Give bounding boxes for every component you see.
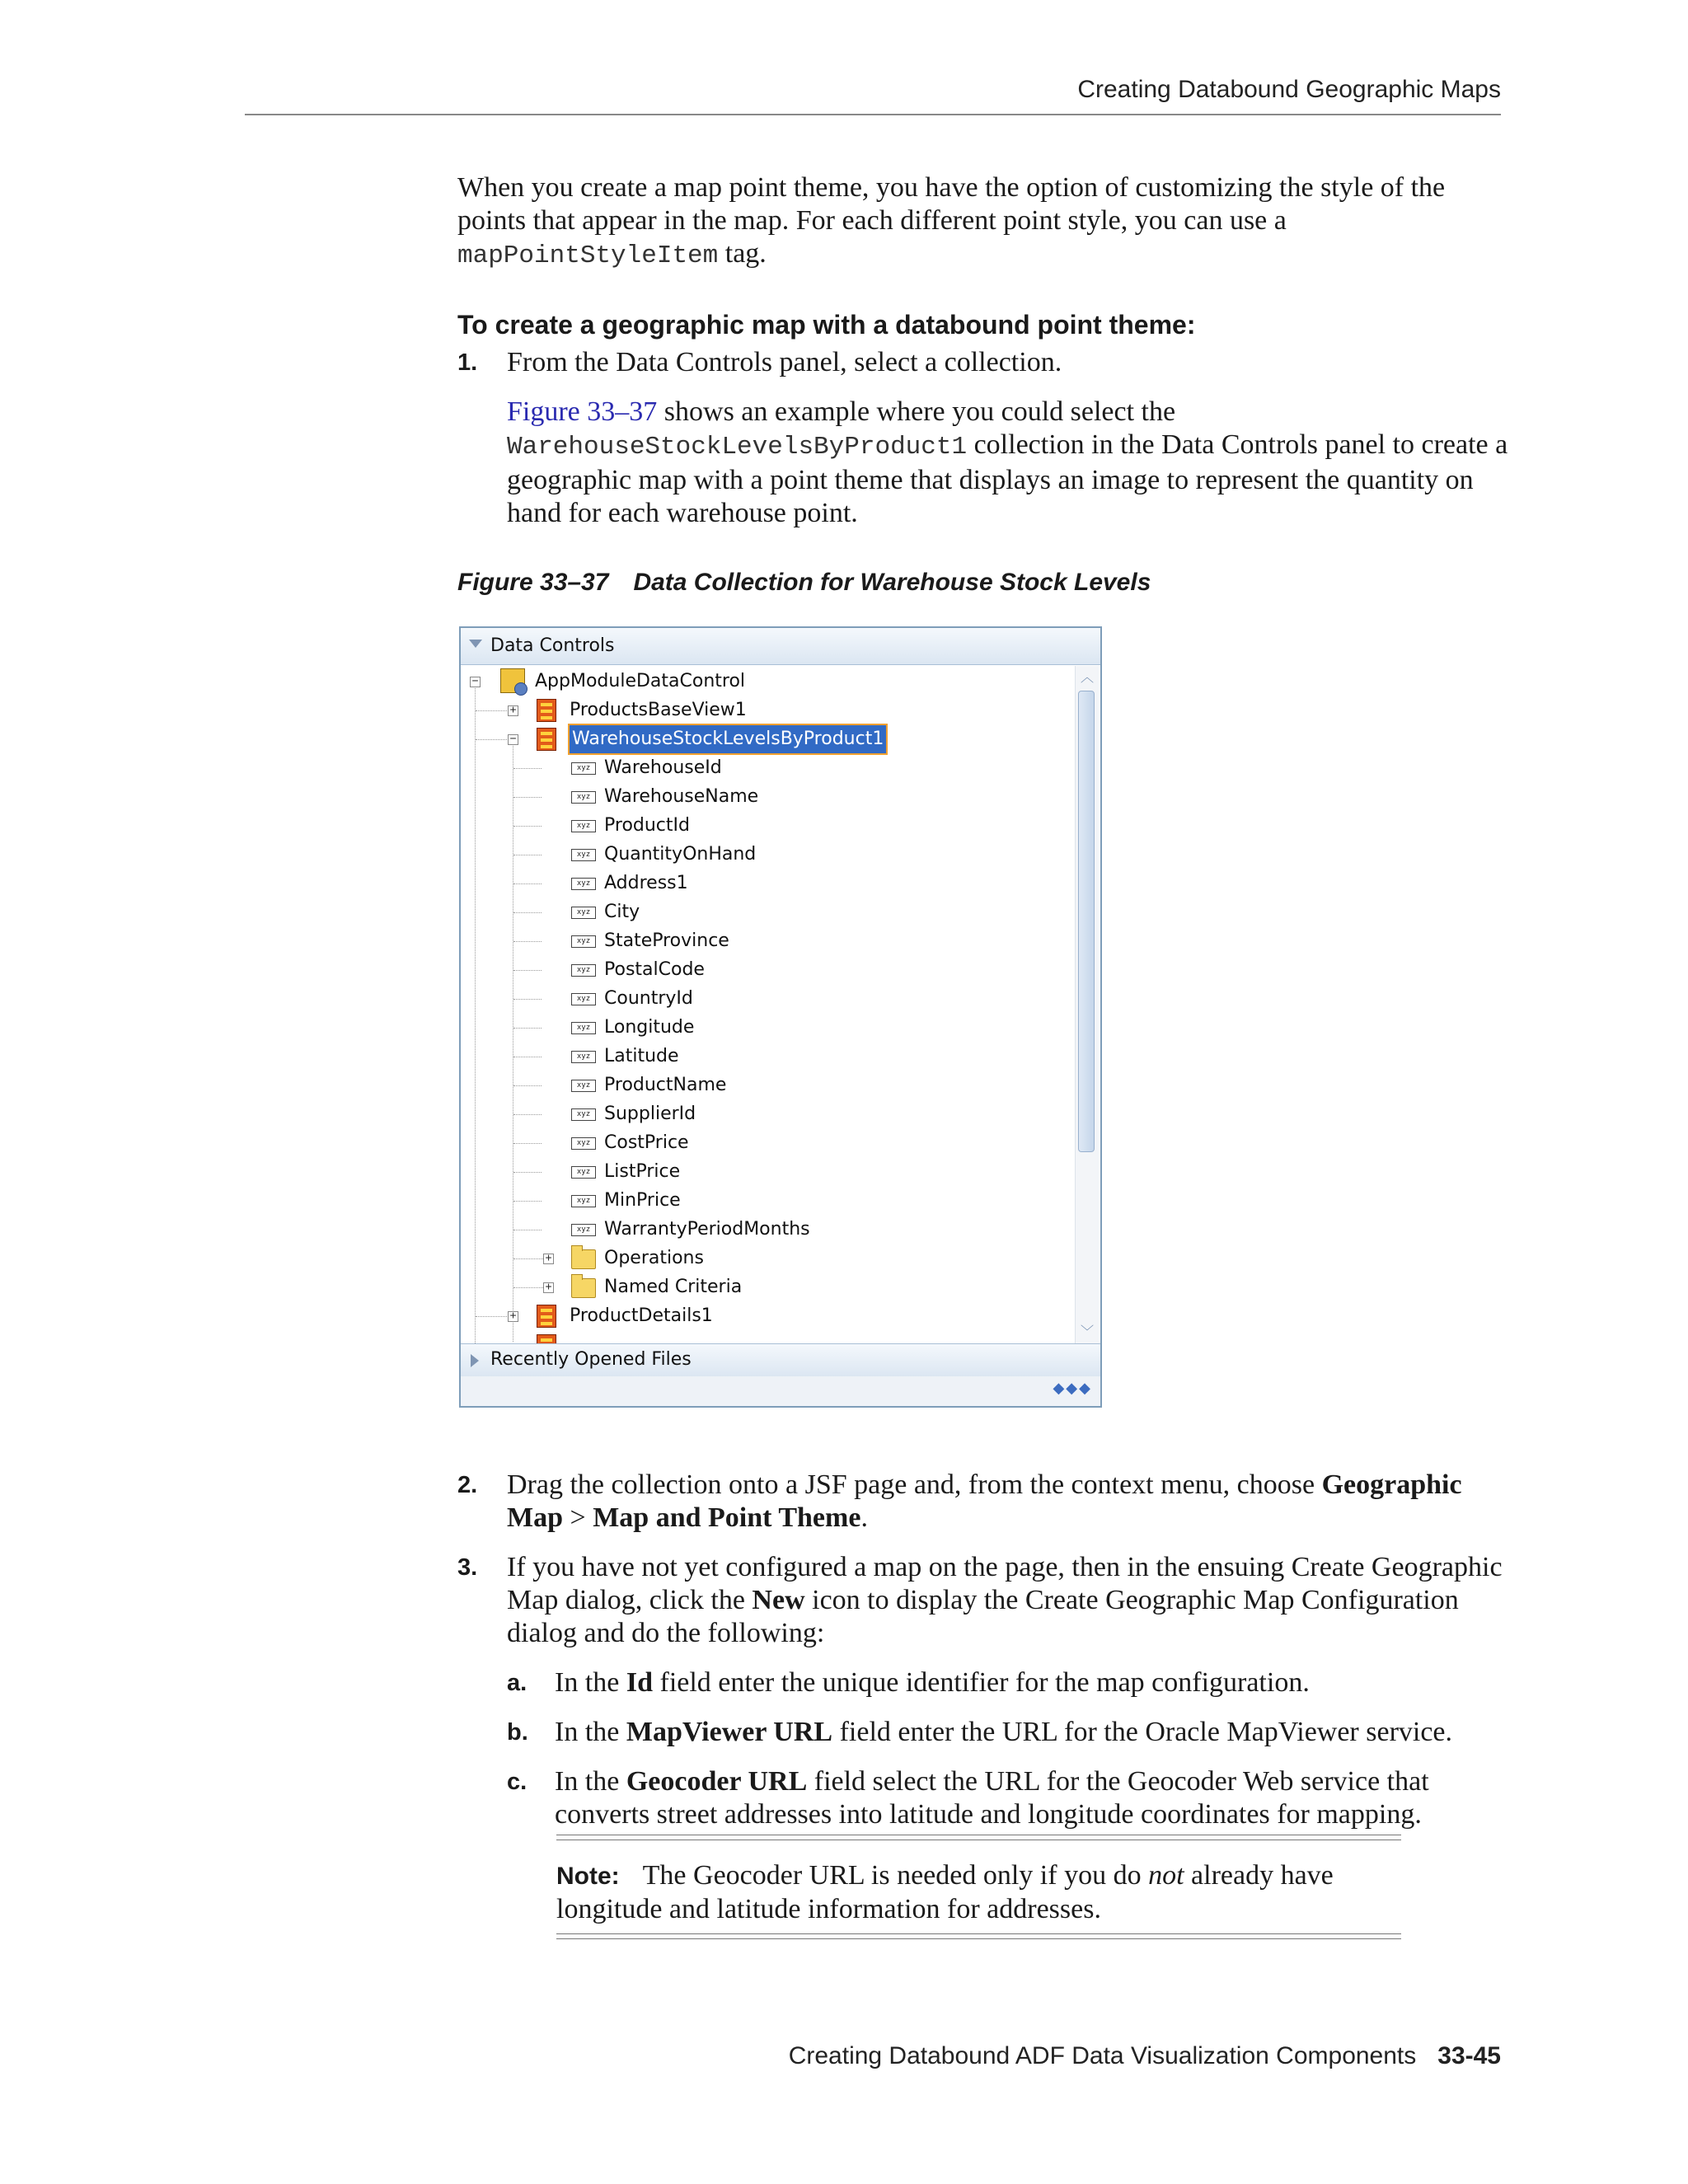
note-rule-bottom	[556, 1933, 1401, 1934]
collection-icon	[537, 1334, 556, 1343]
tree-connector	[513, 768, 542, 769]
attribute-icon: xyz	[571, 1224, 596, 1236]
attribute-icon: xyz	[571, 935, 596, 948]
substep-c	[507, 1765, 1508, 1835]
tree-connector	[513, 1085, 542, 1086]
attribute-icon: xyz	[571, 878, 596, 890]
tree-node-label: Named Criteria	[604, 1277, 743, 1297]
folder-icon	[571, 1249, 596, 1269]
tree-connector	[513, 1287, 543, 1288]
step-number: 2.	[457, 1472, 478, 1498]
tree-connector	[513, 1201, 542, 1202]
substep-letter: c.	[507, 1769, 528, 1795]
footer-chapter: Creating Databound ADF Data Visualization Components	[788, 2042, 1417, 2069]
procedure-heading: To create a geographic map with a databound point theme:	[457, 310, 1196, 340]
field-id: Id	[626, 1667, 653, 1698]
tree-node-attribute[interactable]	[461, 1043, 1071, 1071]
intro-text-end: tag.	[718, 238, 767, 269]
figure-title: Data Collection for Warehouse Stock Levels	[633, 569, 1151, 596]
code-collection-name: WarehouseStockLevelsByProduct1	[507, 433, 968, 462]
tree-node-label: WarehouseName	[604, 786, 759, 807]
tree-node-attribute[interactable]	[461, 841, 1071, 869]
substep-b-text	[555, 1716, 1511, 1749]
tree-node-label: WarrantyPeriodMonths	[604, 1219, 810, 1240]
substep-c-text	[555, 1765, 1511, 1831]
intro-paragraph	[457, 171, 1504, 273]
text: icon to display the Create Geographic Map Configuration dialog and do the following:	[507, 1585, 1459, 1648]
attribute-icon: xyz	[571, 1166, 596, 1179]
tree-node-label: ProductName	[604, 1075, 727, 1095]
tree-node-label: StateProvince	[604, 930, 729, 951]
tree-node-selected-collection[interactable]	[461, 725, 1071, 753]
tree-connector	[513, 826, 542, 827]
intro-text: When you create a map point theme, you have the option of customizing the style of the points that appear in the map. For each different point style, you can use a	[457, 172, 1446, 236]
collapse-icon[interactable]: −	[470, 677, 481, 687]
attribute-icon: xyz	[571, 1137, 596, 1150]
tree-node-attribute[interactable]	[461, 927, 1071, 955]
figure-link[interactable]: Figure 33–37	[507, 396, 658, 427]
tree-node-attribute[interactable]	[461, 1216, 1071, 1244]
header-rule	[245, 114, 1501, 115]
step-3-text	[507, 1551, 1508, 1650]
tree-node-clipped	[461, 1332, 1071, 1343]
collapse-icon[interactable]: −	[508, 734, 518, 745]
collection-icon	[537, 699, 556, 722]
field-geocoder-url: Geocoder URL	[626, 1766, 808, 1797]
tree-node-attribute[interactable]	[461, 1100, 1071, 1128]
panel-status-bar	[461, 1376, 1100, 1406]
tree-connector	[513, 970, 542, 971]
tree-node-attribute[interactable]	[461, 869, 1071, 898]
code-map-point-style-item: mapPointStyleItem	[457, 241, 719, 270]
tree-connector	[476, 739, 509, 740]
note-text	[556, 1859, 1401, 1926]
tree-node-label: CostPrice	[604, 1132, 689, 1153]
tree-node-label: QuantityOnHand	[604, 844, 757, 865]
attribute-icon: xyz	[571, 820, 596, 832]
tree-node-label-selected: WarehouseStockLevelsByProduct1	[570, 725, 886, 753]
tree-node-attribute[interactable]	[461, 1129, 1071, 1157]
tree-node-attribute[interactable]	[461, 985, 1071, 1013]
text: The Geocoder URL is needed only if you do	[642, 1860, 1149, 1891]
scroll-thumb[interactable]	[1078, 691, 1095, 1152]
recent-files-label: Recently Opened Files	[490, 1349, 692, 1370]
attribute-icon: xyz	[571, 1080, 596, 1092]
attribute-icon: xyz	[571, 1051, 596, 1063]
para-text-end: collection in the Data Controls panel to create a geographic map with a point theme that displays an image to represent the quantity on hand for each warehouse point.	[507, 429, 1508, 528]
substep-a-text	[555, 1666, 1511, 1699]
tree-node-folder-operations[interactable]	[461, 1244, 1071, 1272]
text: .	[860, 1502, 868, 1533]
collection-icon	[537, 1305, 556, 1328]
substep-letter: b.	[507, 1719, 528, 1746]
tree-node-attribute[interactable]	[461, 1014, 1071, 1042]
menu-geographic-map: Geographic Map	[507, 1469, 1462, 1533]
panel-header[interactable]	[461, 628, 1100, 665]
tree-connector	[513, 797, 542, 798]
attribute-icon: xyz	[571, 791, 596, 804]
substep-b	[507, 1716, 1508, 1753]
collection-icon	[537, 728, 556, 751]
tree-node-attribute[interactable]	[461, 1158, 1071, 1186]
tree-node-label: ProductId	[604, 815, 690, 836]
tree-node-label: WarehouseId	[604, 757, 722, 778]
step-2-text	[507, 1469, 1508, 1535]
substep-a	[507, 1666, 1508, 1704]
tree-node-label: City	[604, 902, 640, 922]
tree-connector	[513, 883, 542, 884]
scroll-down-icon[interactable]: ﹀	[1080, 1324, 1094, 1339]
tree-connector	[513, 1143, 542, 1144]
text: field enter the unique identifier for the map configuration.	[653, 1667, 1310, 1698]
more-options-icon[interactable]: ◆◆◆	[1053, 1380, 1092, 1397]
tree-connector	[513, 1028, 542, 1029]
tree-node-attribute[interactable]	[461, 956, 1071, 984]
attribute-icon: xyz	[571, 762, 596, 775]
figure-caption	[457, 569, 1151, 597]
scroll-up-icon[interactable]: ︿	[1080, 669, 1094, 685]
expand-icon[interactable]: +	[543, 1254, 554, 1264]
attribute-icon: xyz	[571, 1195, 596, 1207]
tree-node-attribute[interactable]	[461, 898, 1071, 926]
field-mapviewer-url: MapViewer URL	[626, 1717, 833, 1747]
data-control-tree	[461, 666, 1072, 1343]
figure-number: Figure 33–37	[457, 569, 609, 596]
text: field select the URL for the Geocoder Web service that converts street addresses into latitude and longitude coordinates for mapping.	[555, 1766, 1429, 1830]
menu-map-and-point-theme: Map and Point Theme	[593, 1502, 861, 1533]
tree-node-label: Operations	[604, 1248, 704, 1268]
expand-icon[interactable]: +	[508, 705, 518, 716]
tree-node-label: Latitude	[604, 1046, 679, 1066]
data-control-icon	[500, 668, 525, 693]
substep-letter: a.	[507, 1670, 528, 1696]
running-footer	[789, 2042, 1501, 2070]
expand-icon[interactable]: +	[543, 1282, 554, 1293]
attribute-icon: xyz	[571, 993, 596, 1005]
collapse-triangle-icon[interactable]	[469, 640, 482, 648]
tree-connector	[513, 912, 542, 913]
step-1-paragraph	[507, 396, 1508, 530]
step-number: 1.	[457, 349, 478, 376]
attribute-icon: xyz	[571, 849, 596, 861]
step-number: 3.	[457, 1554, 478, 1581]
tree-node-collection[interactable]	[461, 696, 1071, 724]
para-text: shows an example where you could select the	[657, 396, 1176, 427]
new-icon-label: New	[752, 1585, 805, 1615]
tree-connector	[513, 999, 542, 1000]
recently-opened-files-bar[interactable]	[461, 1343, 1100, 1378]
tree-node-label: SupplierId	[604, 1104, 696, 1124]
text: field enter the URL for the Oracle MapViewer service.	[832, 1717, 1453, 1747]
tree-node-root[interactable]	[461, 668, 1071, 696]
step-3	[457, 1551, 1508, 1658]
step-1-text: From the Data Controls panel, select a collection.	[507, 347, 1062, 377]
attribute-icon: xyz	[571, 907, 596, 919]
data-controls-panel	[459, 626, 1102, 1408]
tree-node-attribute[interactable]	[461, 1187, 1071, 1215]
text: In the	[555, 1766, 626, 1797]
tree-connector	[476, 1316, 509, 1317]
tree-node-attribute[interactable]	[461, 754, 1071, 782]
tree-connector	[513, 941, 542, 942]
tree-node-label: CountryId	[604, 988, 693, 1009]
tree-node-label: ProductDetails1	[570, 1305, 713, 1326]
step-2	[457, 1469, 1508, 1543]
text: In the	[555, 1667, 626, 1698]
attribute-icon: xyz	[571, 964, 596, 977]
tree-connector	[476, 710, 509, 711]
tree-connector	[513, 1114, 542, 1115]
tree-node-label: AppModuleDataControl	[535, 671, 746, 691]
attribute-icon: xyz	[571, 1108, 596, 1121]
running-header: Creating Databound Geographic Maps	[1077, 76, 1501, 103]
text: If you have not yet configured a map on the page, then in the ensuing Create Geographic Map dialog, click the	[507, 1552, 1503, 1615]
tree-node-attribute[interactable]	[461, 812, 1071, 840]
expand-triangle-icon[interactable]	[471, 1354, 479, 1367]
vertical-scrollbar[interactable]	[1075, 666, 1099, 1343]
tree-node-label: ProductsBaseView1	[570, 700, 747, 720]
tree-connector	[513, 1172, 542, 1173]
text: Drag the collection onto a JSF page and, from the context menu, choose	[507, 1469, 1322, 1500]
text: already have longitude and latitude information for addresses.	[556, 1860, 1334, 1924]
tree-node-label: Longitude	[604, 1017, 695, 1038]
expand-icon[interactable]: +	[508, 1311, 518, 1322]
tree-node-label: Address1	[604, 873, 688, 893]
tree-connector	[513, 1258, 543, 1259]
page-number: 33-45	[1437, 2042, 1501, 2069]
separator: >	[563, 1502, 593, 1533]
folder-icon	[571, 1278, 596, 1298]
tree-node-label: MinPrice	[604, 1190, 681, 1211]
attribute-icon: xyz	[571, 1022, 596, 1034]
tree-node-folder-named-criteria[interactable]	[461, 1273, 1071, 1301]
note-rule-bottom	[556, 1938, 1401, 1939]
tree-node-label: ListPrice	[604, 1161, 681, 1182]
panel-title: Data Controls	[490, 635, 615, 656]
tree-node-label: PostalCode	[604, 959, 705, 980]
tree-node-attribute[interactable]	[461, 1071, 1071, 1099]
note-label: Note:	[556, 1863, 620, 1890]
tree-node-collection[interactable]	[461, 1302, 1071, 1330]
tree-node-attribute[interactable]	[461, 783, 1071, 811]
text: In the	[555, 1717, 626, 1747]
emphasis: not	[1148, 1860, 1184, 1891]
